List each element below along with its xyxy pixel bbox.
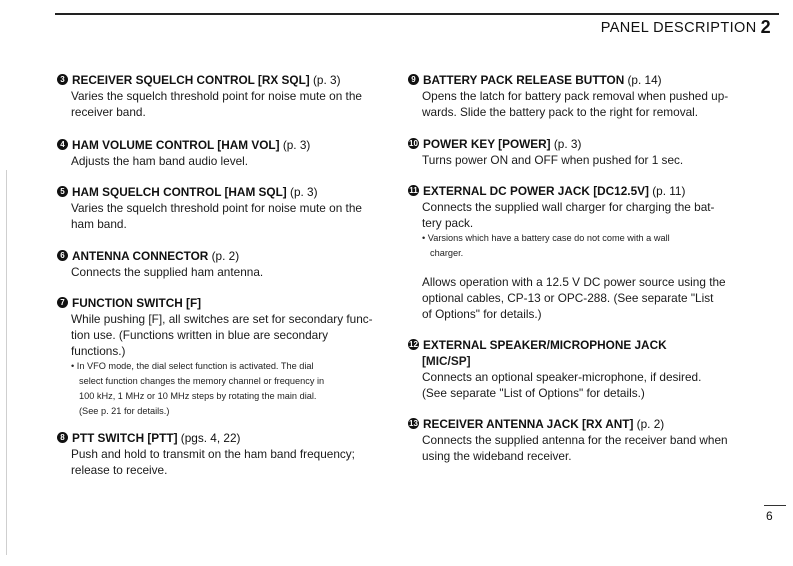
page-number: 6 bbox=[766, 509, 773, 523]
page-ref: (p. 3) bbox=[312, 73, 341, 87]
item-description: using the wideband receiver. bbox=[422, 449, 572, 463]
item-description: Turns power ON and OFF when pushed for 1 sec. bbox=[422, 153, 684, 167]
item-description: release to receive. bbox=[71, 463, 168, 477]
item-number-badge: 9 bbox=[408, 74, 419, 85]
item-description: Connects the supplied antenna for the receiver band when bbox=[422, 433, 728, 447]
item-title: PTT SWITCH [PTT] bbox=[72, 431, 178, 445]
bullet-note: (See p. 21 for details.) bbox=[79, 406, 170, 416]
item-description: Varies the squelch threshold point for noise mute on the bbox=[71, 201, 362, 215]
item-number-badge: 12 bbox=[409, 339, 418, 349]
item-number-badge: 7 bbox=[57, 297, 68, 308]
item-function-switch bbox=[57, 295, 377, 419]
item-title: EXTERNAL SPEAKER/MICROPHONE JACK bbox=[423, 338, 667, 352]
item-description: ham band. bbox=[71, 217, 127, 231]
item-power-key bbox=[408, 136, 730, 168]
item-title: HAM SQUELCH CONTROL [HAM SQL] bbox=[72, 185, 287, 199]
item-receiver-squelch bbox=[57, 72, 377, 120]
bullet-note: 100 kHz, 1 MHz or 10 MHz steps by rotating the main dial. bbox=[79, 391, 317, 401]
item-title: RECEIVER SQUELCH CONTROL [RX SQL] bbox=[72, 73, 310, 87]
item-description: functions.) bbox=[71, 344, 126, 358]
bullet-note: charger. bbox=[430, 248, 464, 258]
item-title: HAM VOLUME CONTROL [HAM VOL] bbox=[72, 138, 280, 152]
item-number-badge: 8 bbox=[57, 432, 68, 443]
item-description: Opens the latch for battery pack removal when pushed up- bbox=[422, 89, 729, 103]
item-number-badge: 6 bbox=[57, 250, 68, 261]
item-description: Adjusts the ham band audio level. bbox=[71, 154, 249, 168]
item-description: Connects an optional speaker-microphone, if desired. bbox=[422, 370, 702, 384]
bullet-note: • Varsions which have a battery case do not come with a wall bbox=[422, 233, 670, 243]
page-ref: (p. 11) bbox=[652, 184, 686, 198]
bullet-note: select function changes the memory channel or frequency in bbox=[79, 376, 325, 386]
item-title: POWER KEY [POWER] bbox=[423, 137, 551, 151]
item-description: Push and hold to transmit on the ham band frequency; bbox=[71, 447, 355, 461]
page-ref: (p. 3) bbox=[282, 138, 311, 152]
binding-margin-line bbox=[6, 170, 7, 555]
item-description: of Options" for details.) bbox=[422, 307, 542, 321]
item-description: tery pack. bbox=[422, 216, 474, 230]
page-number-rule bbox=[764, 505, 786, 506]
page-ref: (p. 14) bbox=[627, 73, 662, 87]
item-description: Connects the supplied ham antenna. bbox=[71, 265, 264, 279]
bullet-note: • In VFO mode, the dial select function is activated. The dial bbox=[71, 361, 314, 371]
item-title: ANTENNA CONNECTOR bbox=[72, 249, 209, 263]
page-ref: (p. 2) bbox=[636, 417, 665, 431]
item-title-continued: [MIC/SP] bbox=[422, 354, 471, 368]
item-number-badge: 5 bbox=[57, 186, 68, 197]
page-ref: (pgs. 4, 22) bbox=[180, 431, 241, 445]
header-section-number: 2 bbox=[760, 17, 771, 37]
page-ref: (p. 3) bbox=[290, 185, 318, 199]
item-rx-antenna-jack bbox=[408, 416, 730, 464]
item-title: EXTERNAL DC POWER JACK [DC12.5V] bbox=[423, 184, 649, 198]
item-description: Allows operation with a 12.5 V DC power source using the bbox=[422, 275, 726, 289]
item-description: tion use. (Functions written in blue are secondary bbox=[71, 328, 329, 342]
page-ref: (p. 3) bbox=[553, 137, 582, 151]
item-description: (See separate "List of Options" for details.) bbox=[422, 386, 645, 400]
header-title: PANEL DESCRIPTION bbox=[600, 20, 757, 36]
item-number-badge: 3 bbox=[57, 74, 68, 85]
item-number-badge: 13 bbox=[409, 418, 418, 428]
item-title: RECEIVER ANTENNA JACK [RX ANT] bbox=[423, 417, 634, 431]
item-title: BATTERY PACK RELEASE BUTTON bbox=[423, 73, 625, 87]
item-dc-power-jack bbox=[408, 183, 730, 322]
item-description: wards. Slide the battery pack to the right for removal. bbox=[422, 105, 699, 119]
item-description: Connects the supplied wall charger for charging the bat- bbox=[422, 200, 715, 214]
page-ref: (p. 2) bbox=[211, 249, 240, 263]
item-speaker-mic-jack bbox=[408, 337, 730, 401]
item-description: Varies the squelch threshold point for noise mute on the bbox=[71, 89, 362, 103]
item-number-badge: 4 bbox=[57, 139, 68, 150]
item-description: optional cables, CP-13 or OPC-288. (See separate "List bbox=[422, 291, 714, 305]
item-number-badge: 11 bbox=[409, 185, 418, 195]
page-header bbox=[601, 16, 771, 37]
top-rule bbox=[55, 13, 779, 15]
item-ham-volume bbox=[57, 137, 377, 169]
item-ptt-switch bbox=[57, 430, 377, 478]
item-title: FUNCTION SWITCH [F] bbox=[72, 296, 202, 310]
item-ham-squelch bbox=[57, 184, 377, 232]
item-battery-release bbox=[408, 72, 730, 120]
item-description: While pushing [F], all switches are set for secondary func- bbox=[71, 312, 373, 326]
item-description: receiver band. bbox=[71, 105, 146, 119]
item-number-badge: 10 bbox=[409, 138, 418, 148]
item-antenna-connector bbox=[57, 248, 377, 280]
